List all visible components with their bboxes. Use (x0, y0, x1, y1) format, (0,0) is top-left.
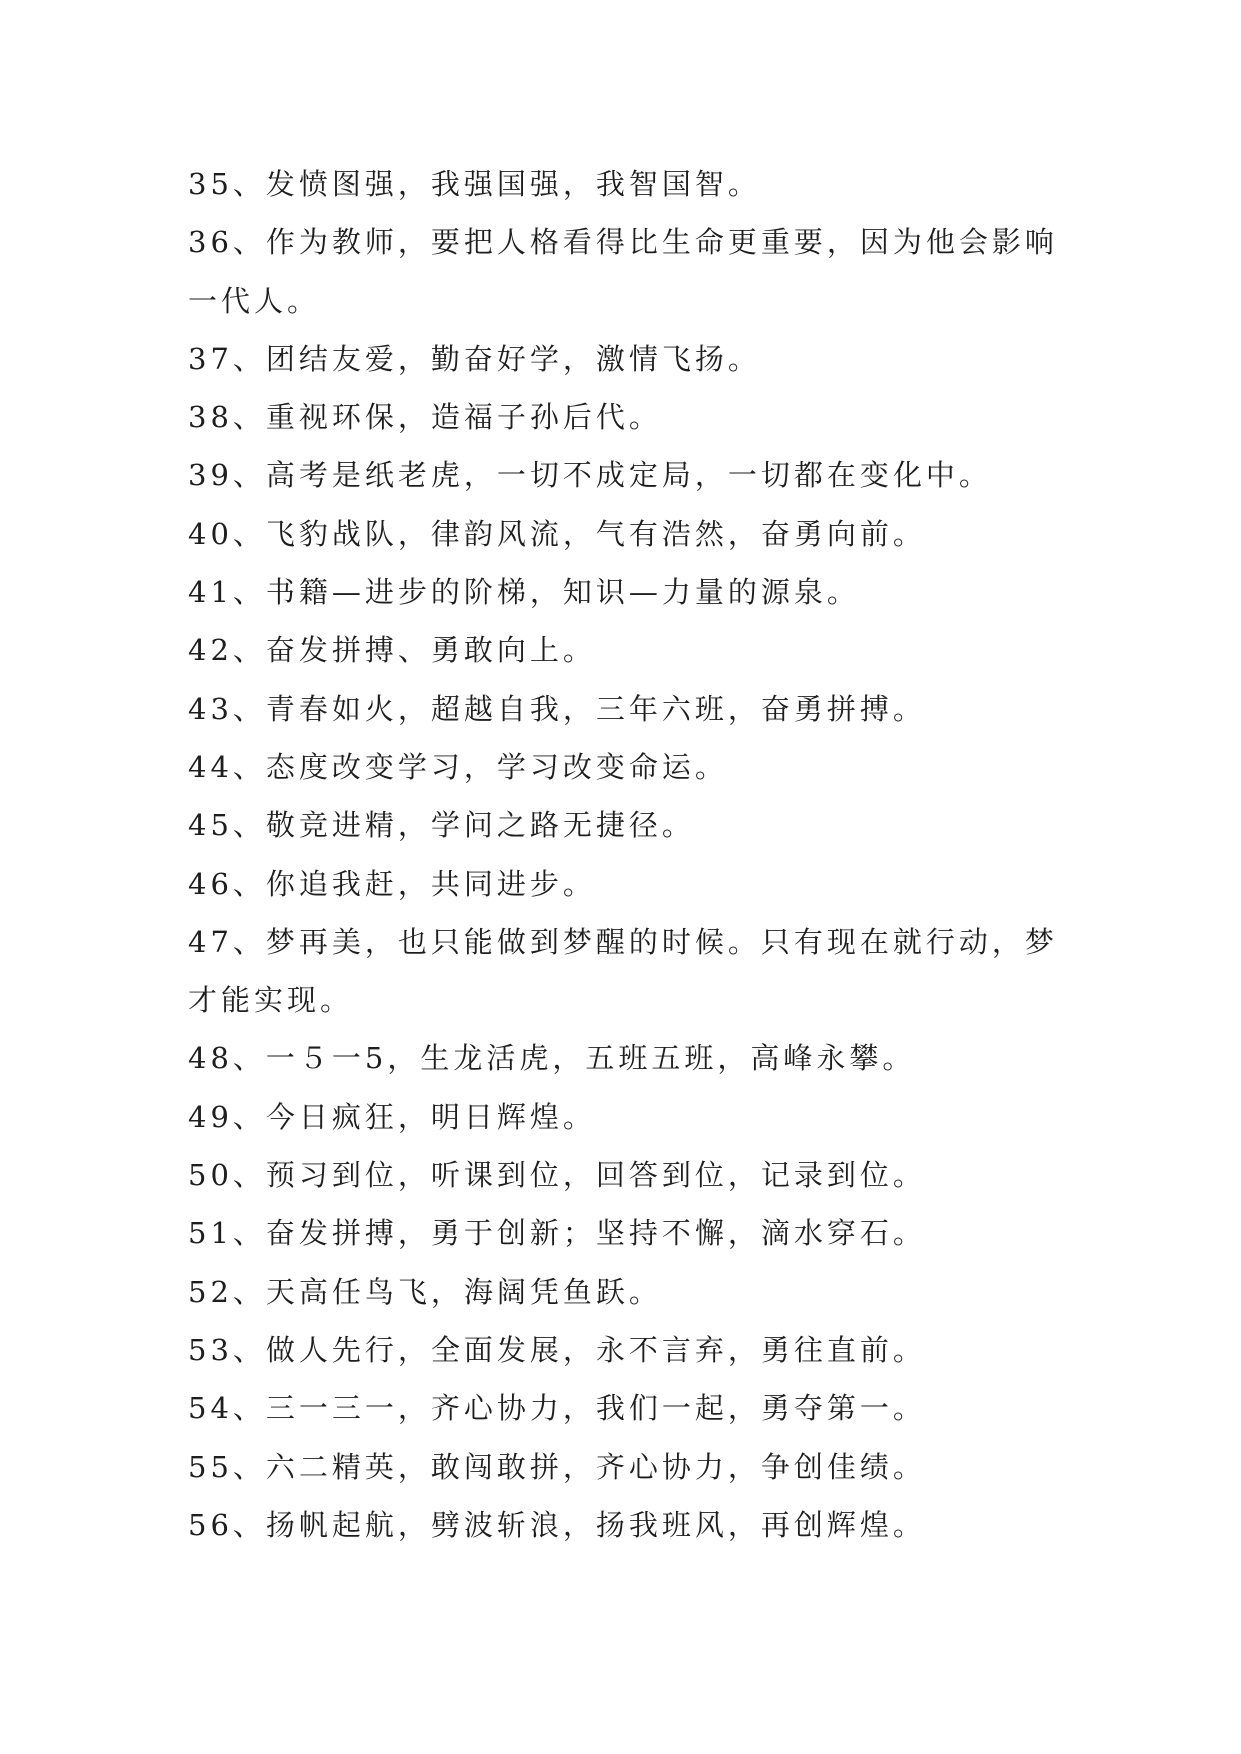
text-line-2: 36、作为教师，要把人格看得比生命更重要，因为他会影响 (188, 225, 1058, 260)
text-line-21: 53、做人先行，全面发展，永不言弃，勇往直前。 (188, 1332, 926, 1367)
text-line-13: 46、你追我赶，共同进步。 (188, 866, 596, 901)
text-line-22: 54、三一三一，齐心协力，我们一起，勇夺第一。 (188, 1391, 926, 1426)
text-line-16: 48、一５一5，生龙活虎，五班五班，高峰永攀。 (188, 1041, 916, 1076)
text-line-19: 51、奋发拼搏，勇于创新；坚持不懈，滴水穿石。 (188, 1216, 926, 1251)
slogan-list (188, 155, 1068, 1554)
text-line-18: 50、预习到位，听课到位，回答到位，记录到位。 (188, 1158, 926, 1193)
text-line-12: 45、敬竞进精，学问之路无捷径。 (188, 808, 695, 843)
text-line-4: 37、团结友爱，勤奋好学，激情飞扬。 (188, 341, 761, 376)
text-line-10: 43、青春如火，超越自我，三年六班，奋勇拼搏。 (188, 691, 926, 726)
text-line-11: 44、态度改变学习，学习改变命运。 (188, 749, 728, 784)
text-line-7: 40、飞豹战队，律韵风流，气有浩然，奋勇向前。 (188, 516, 926, 551)
text-line-9: 42、奋发拼搏、勇敢向上。 (188, 633, 596, 668)
text-line-15: 才能实现。 (188, 983, 354, 1018)
text-line-8: 41、书籍—进步的阶梯，知识—力量的源泉。 (188, 575, 860, 610)
text-line-6: 39、高考是纸老虎，一切不成定局，一切都在变化中。 (188, 458, 992, 493)
text-line-20: 52、天高任鸟飞，海阔凭鱼跃。 (188, 1274, 662, 1309)
text-line-3: 一代人。 (188, 283, 321, 318)
text-line-14: 47、梦再美，也只能做到梦醒的时候。只有现在就行动，梦 (188, 924, 1058, 959)
text-line-24: 56、扬帆起航，劈波斩浪，扬我班风，再创辉煌。 (188, 1507, 926, 1542)
text-line-1: 35、发愤图强，我强国强，我智国智。 (188, 167, 761, 201)
text-line-5: 38、重视环保，造福子孙后代。 (188, 400, 662, 435)
text-line-23: 55、六二精英，敢闯敢拼，齐心协力，争创佳绩。 (188, 1449, 926, 1484)
text-line-17: 49、今日疯狂，明日辉煌。 (188, 1099, 596, 1134)
